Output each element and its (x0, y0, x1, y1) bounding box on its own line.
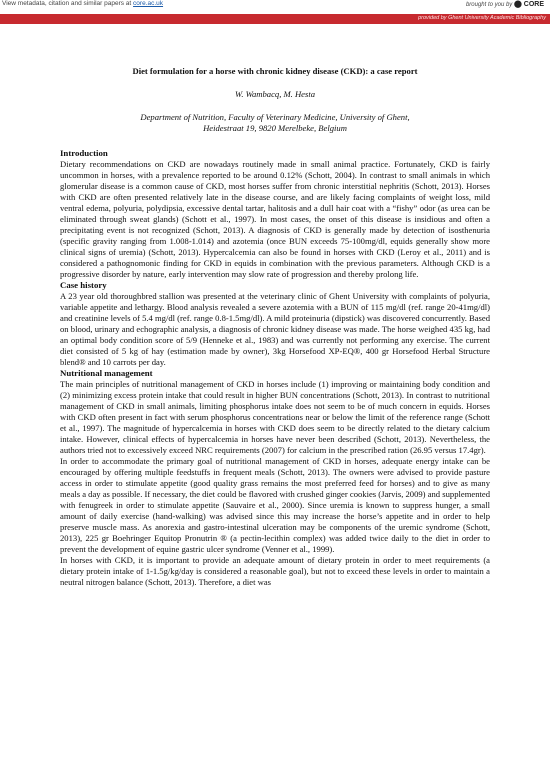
paper-title: Diet formulation for a horse with chronic kidney disease (CKD): a case report (132, 66, 418, 76)
core-brand: CORE (523, 1, 544, 8)
metadata-label: View metadata, citation and similar papers at (2, 0, 132, 7)
paper-content (60, 36, 490, 588)
section-heading-introduction: Introduction (60, 148, 108, 158)
section-heading-nutritional-management: Nutritional management (60, 368, 153, 378)
paragraph: In horses with CKD, it is important to provide an adequate amount of dietary protein in order to meet requirements (a dietary protein intake of 1-1.5g/kg/day is considered a reasonable goal), but not to exceed these levels in order to maintain a neutral nitrogen balance (Schott, 2013). Therefore, a diet was (60, 555, 490, 587)
brought-by-label: brought to you by (465, 2, 513, 8)
paragraph: A 23 year old thoroughbred stallion was presented at the veterinary clinic of Ghent University with complaints of polyuria, variable appetite and lethargy. Blood analysis revealed a severe azotemia with a BUN of 115 mg/dl (ref. range 20-41mg/dl) and creatinine levels of 5.4 mg/dl (ref. range 0.8-1.5mg/dl). A mild proteinuria (dipstick) was discovered concurrently. Based on blood, urinary and echographic analysis, a diagnosis of chronic kidney disease was made. The horse weighed 435 kg, had an optimal body condition score of 5/9 (Henneke et al., 1983) and was currently not performing any exercise. The current diet consisted of 5 kg of hay (estimation made by owner), 3kg Horsefood XP-EQ®, 400 gr Horsefood Herbal Structure blend® and 10 carrots per day. (60, 291, 490, 367)
paragraph: In order to accommodate the primary goal of nutritional management of CKD in horses, adequate energy intake can be encouraged by offering multiple feedstuffs in frequent meals (Schott, 2013). The owners were advised to provide pasture access in order to stimulate appetite (good quality grass remains the most preferred feed for horses) and to give as many meals a day as possible. If necessary, the diet could be flavored with crushed ginger cookies (Jarvis, 2009) and supplemented with fenugreek in order to stimulate appetite (Sauvaire et al., 2000). Since uremia is known to suppress hunger, a small amount of daily exercise (hand-walking) was advised since this may increase the horse’s appetite and in order to help preserve muscle mass. As anorexia and gastro-intestinal ulceration may be components of the uremic syndrome (Schott, 2013), 225 gr Boehringer Equitop Pronutrin ® (a pectin-lecithin complex) was added twice daily to the diet in order to prevent the development of equine gastric ulcer syndrome (Venner et al., 1999). (60, 456, 490, 554)
provided-by-bar (0, 14, 550, 24)
provided-by-text: provided by Ghent University Academic Bibliography (418, 15, 546, 21)
core-logo-icon[interactable]: ⬤ CORE (513, 1, 544, 8)
paragraph: The main principles of nutritional management of CKD in horses include (1) improving or maintaining body condition and (2) minimizing excess protein intake that could result in higher BUN concentrations (Schott, 2013). In contrast to nutritional management of CKD in small animals, limiting phosphorus intake does not seem to be of much concern in equids. Horses with CKD often present in fact with serum phosphorus concentrations near or below the limit of the reference range (Schott et al., 1997). The magnitude of hypercalcemia in horses with CKD does seem to be directly related to the dietary calcium intake. However, clinical effects of hypercalcemia in horses have never been described (Schott, 2013). Nevertheless, the authors tried not to excessively exceed NRC requirements (2007) for calcium in the prescribed ration (26.95 versus 17.4gr). (60, 379, 490, 455)
paper-affiliation (60, 112, 490, 134)
affiliation-line-2: Heidestraat 19, 9820 Merelbeke, Belgium (203, 123, 347, 133)
brought-by (466, 0, 544, 8)
top-metadata-bar (0, 0, 550, 9)
metadata-text (2, 0, 163, 7)
paragraph: Dietary recommendations on CKD are nowadays routinely made in small animal practice. Fortunately, CKD is fairly uncommon in horses, with a prevalence reported to be around 0.12% (Schott, 2004). In contrast to small animals in which glomerular disease is a common cause of CKD, most horses suffer from chronic interstitial nephritis (Schott, 2013). Horses with CKD are often presented relatively late in the disease course, and are likely facing complaints of weight loss, mild ventral edema, polyuria, polydipsia, excessive dental tartar, halitosis and a dull hair coat with a “fishy” odor (as urea can be eliminated through sweat glands) (Schott et al., 1997). In most cases, the onset of this disease is insidious and often a precipitating event is not recognized (Schott, 2013). A diagnosis of CKD is generally made by detection of isosthenuria (specific gravity ranging from 1.008-1.014) and azotemia (once BUN exceeds 75-100mg/dl, equids generally show more clinical signs of uremia) (Schott, 2013). Hypercalcemia can also be found in horses with CKD (Leroy et al., 2011) and is considered a pathognomonic finding for CKD in equids in combination with the previous parameters. Although CKD is a progressive disorder by nature, early intervention may slow rate of progression and thereby prolong life. (60, 159, 490, 279)
section-heading-case-history: Case history (60, 280, 107, 290)
core-link[interactable]: core.ac.uk (133, 0, 164, 7)
paper-authors: W. Wambacq, M. Hesta (234, 89, 316, 99)
affiliation-line-1: Department of Nutrition, Faculty of Veterinary Medicine, University of Ghent, (140, 112, 410, 122)
